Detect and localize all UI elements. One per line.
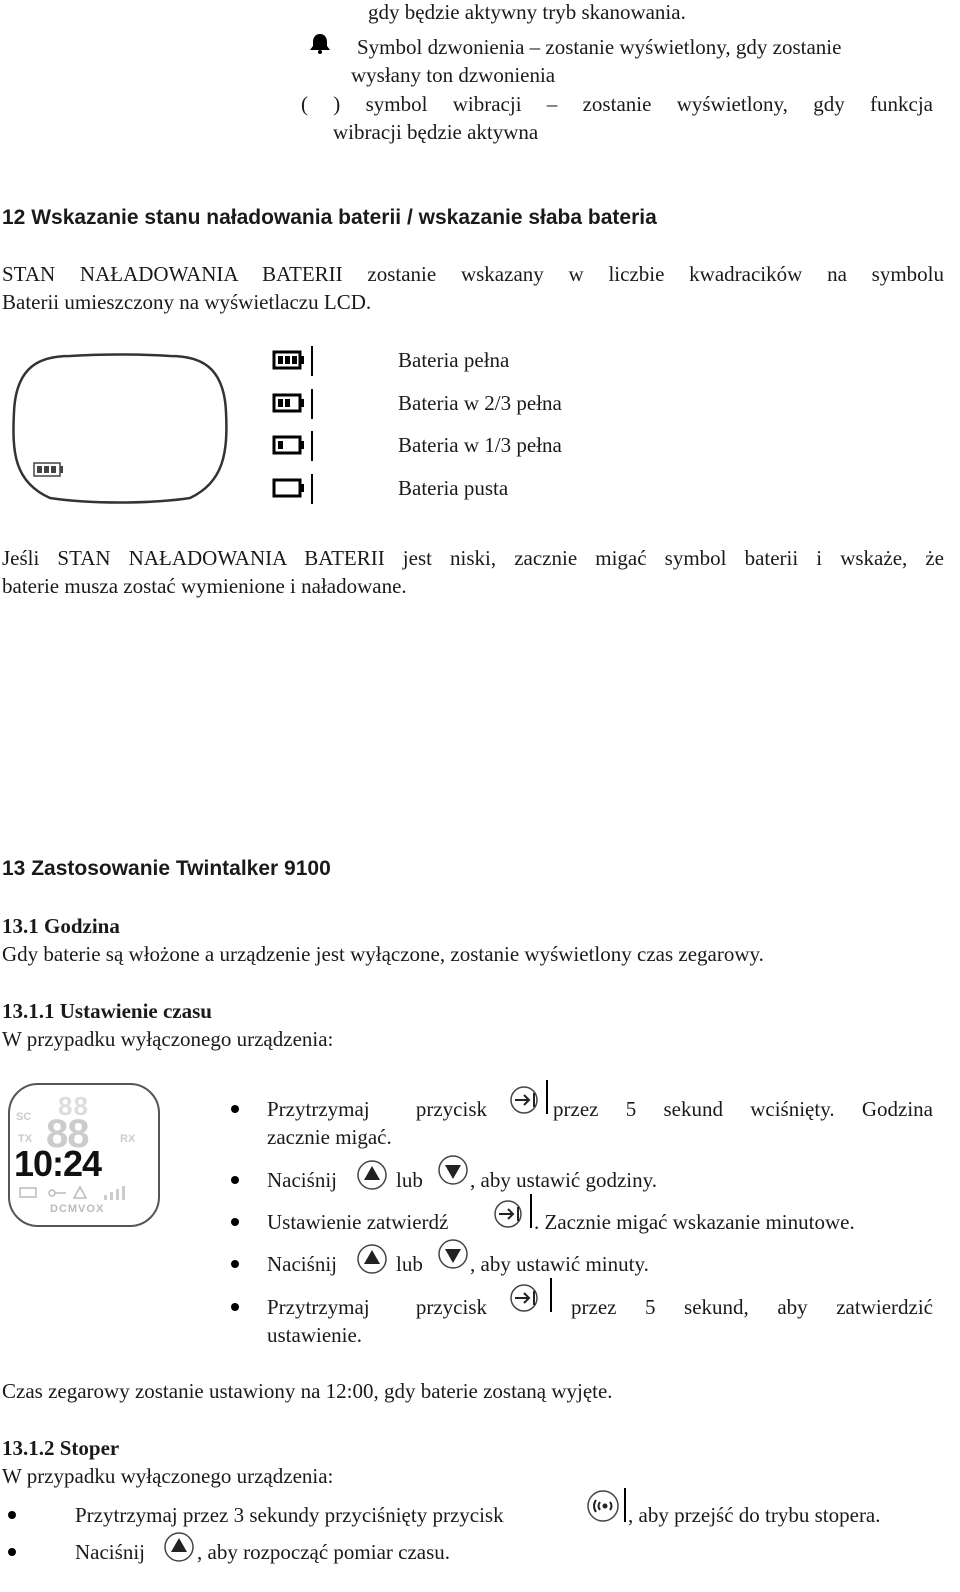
- bell-description-line2: wysłany ton dzwonienia: [351, 63, 556, 87]
- lcd-battery-icon: [34, 463, 63, 476]
- battery-level-label: Bateria w 1/3 pełna: [398, 433, 562, 457]
- stopwatch-step-1-part-a: Przytrzymaj przez 3 sekundy przyciśnięty przycisk: [75, 1503, 504, 1527]
- menu-enter-button-icon: [507, 1278, 553, 1314]
- battery-two-thirds-icon: [272, 389, 316, 419]
- step-5-part-a: Przytrzymaj przycisk: [267, 1295, 487, 1319]
- lcd-status-icons: [20, 1185, 144, 1201]
- section-13-1-text: Gdy baterie są włożone a urządzenie jest wyłączone, zostanie wyświetlony czas zegarowy.: [2, 942, 764, 966]
- battery-one-third-icon: [272, 431, 316, 461]
- vibration-description-line1: ( ) symbol wibracji – zostanie wyświetlony, gdy funkcja: [301, 92, 933, 116]
- section-13-1-1-intro: W przypadku wyłączonego urządzenia:: [2, 1027, 334, 1051]
- bullet-icon: [8, 1511, 16, 1519]
- bullet-icon: [231, 1303, 239, 1311]
- up-arrow-button-icon: [356, 1160, 388, 1190]
- low-battery-paragraph-line1: Jeśli STAN NAŁADOWANIA BATERII jest niski, zacznie migać symbol baterii i wskaże, że: [2, 546, 944, 570]
- up-arrow-button-icon: [356, 1244, 388, 1274]
- intro-scan-line: gdy będzie aktywny tryb skanowania.: [368, 0, 686, 24]
- step-1-part-c: zacznie migać.: [267, 1125, 392, 1149]
- clock-reset-note: Czas zegarowy zostanie ustawiony na 12:00, gdy baterie zostaną wyjęte.: [2, 1379, 613, 1403]
- lcd-display-outline: [10, 352, 232, 504]
- lcd-time: 10:24: [14, 1143, 102, 1184]
- section-13-1-title: 13.1 Godzina: [2, 914, 120, 938]
- bullet-icon: [8, 1548, 16, 1556]
- bullet-icon: [231, 1260, 239, 1268]
- lcd-bottom-labels: DCMVOX: [50, 1203, 105, 1215]
- step-3-part-a: Ustawienie zatwierdź: [267, 1210, 449, 1234]
- section-12-title: 12 Wskazanie stanu naładowania baterii / wskazanie słaba bateria: [2, 206, 657, 229]
- step-2-part-a: Naciśnij: [267, 1168, 337, 1192]
- bullet-icon: [231, 1105, 239, 1113]
- step-4-part-c: , aby ustawić minuty.: [470, 1252, 649, 1276]
- battery-level-label: Bateria w 2/3 pełna: [398, 391, 562, 415]
- lcd-tx-label: TX: [18, 1133, 33, 1145]
- section-13-1-2-intro: W przypadku wyłączonego urządzenia:: [2, 1464, 334, 1488]
- section-13-1-1-title: 13.1.1 Ustawienie czasu: [2, 999, 212, 1023]
- step-1-part-b: przez 5 sekund wciśnięty. Godzina: [553, 1097, 933, 1121]
- section-13-title: 13 Zastosowanie Twintalker 9100: [2, 857, 331, 880]
- lcd-clock-display: [8, 1083, 160, 1227]
- bullet-icon: [231, 1176, 239, 1184]
- step-4-part-b: lub: [396, 1252, 423, 1276]
- menu-enter-button-icon: [491, 1194, 533, 1230]
- bullet-icon: [231, 1218, 239, 1226]
- battery-full-icon: [272, 346, 316, 376]
- lcd-mid-digits: 88: [46, 1112, 89, 1156]
- step-4-part-a: Naciśnij: [267, 1252, 337, 1276]
- vibration-description-line2: wibracji będzie aktywna: [333, 120, 539, 144]
- battery-level-label: Bateria pusta: [398, 476, 509, 500]
- step-5-part-c: ustawienie.: [267, 1323, 363, 1347]
- low-battery-paragraph-line2: baterie musza zostać wymienione i naładowane.: [2, 574, 407, 598]
- down-arrow-button-icon: [437, 1155, 469, 1185]
- menu-enter-button-icon: [507, 1080, 549, 1116]
- up-arrow-button-icon: [163, 1532, 195, 1562]
- lcd-top-digits: 88: [58, 1091, 89, 1121]
- step-1-part-a: Przytrzymaj przycisk: [267, 1097, 487, 1121]
- bell-icon: [307, 32, 333, 54]
- battery-empty-icon: [272, 474, 316, 504]
- section-13-1-2-title: 13.1.2 Stoper: [2, 1436, 120, 1460]
- step-2-part-c: , aby ustawić godziny.: [470, 1168, 658, 1192]
- lcd-rx-label: RX: [120, 1133, 136, 1145]
- step-3-part-b: . Zacznie migać wskazanie minutowe.: [534, 1210, 855, 1234]
- bell-description-line1: Symbol dzwonienia – zostanie wyświetlony, gdy zostanie: [357, 35, 842, 59]
- lcd-sc-label: SC: [16, 1111, 32, 1123]
- battery-level-label: Bateria pełna: [398, 348, 510, 372]
- call-vibrate-button-icon: [584, 1486, 628, 1524]
- stopwatch-step-2-part-b: , aby rozpocząć pomiar czasu.: [197, 1540, 451, 1564]
- section-12-paragraph-line1: STAN NAŁADOWANIA BATERII zostanie wskazany w liczbie kwadracików na symbolu: [2, 262, 944, 286]
- down-arrow-button-icon: [437, 1239, 469, 1269]
- stopwatch-step-2-part-a: Naciśnij: [75, 1540, 145, 1564]
- stopwatch-step-1-part-b: , aby przejść do trybu stopera.: [628, 1503, 881, 1527]
- step-2-part-b: lub: [396, 1168, 423, 1192]
- section-12-paragraph-line2: Baterii umieszczony na wyświetlaczu LCD.: [2, 290, 372, 314]
- step-5-part-b: przez 5 sekund, aby zatwierdzić: [571, 1295, 933, 1319]
